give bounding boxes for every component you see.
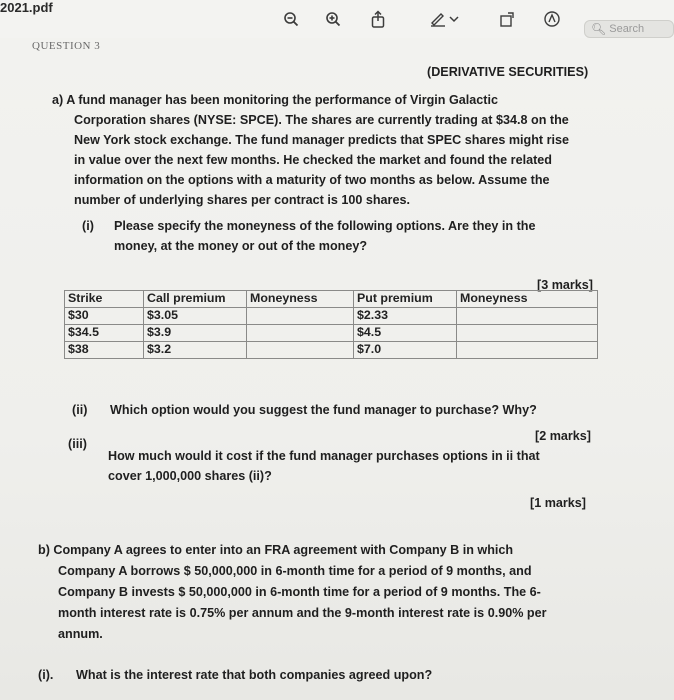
pdf-page [0,38,674,700]
table-cell [247,308,354,325]
table-cell: $3.9 [144,325,247,342]
table-header: Strike [65,291,144,308]
markup-pen-icon[interactable] [427,8,449,30]
table-cell: $30 [65,308,144,325]
question-i-label: (i) [82,219,94,233]
part-a-line: Corporation shares (NYSE: SPCE). The shares are currently trading at $34.8 on the [74,113,569,127]
part-a-line: number of underlying shares per contract is 100 shares. [74,193,410,207]
document-filename: 2021.pdf [0,0,53,15]
table-header-row [65,291,598,308]
part-b-line: Company A borrows $ 50,000,000 in 6-month time for a period of 9 months, and [58,564,532,578]
table-cell [457,342,598,359]
part-b-line: month interest rate is 0.75% per annum and the 9-month interest rate is 0.90% per [58,606,547,620]
options-table [64,290,598,359]
question-b-i-label: (i). [38,668,54,682]
question-ii-label: (ii) [72,403,88,417]
question-heading: QUESTION 3 [32,40,101,52]
table-cell [457,308,598,325]
marks-badge: [3 marks] [537,278,594,292]
table-cell: $3.05 [144,308,247,325]
search-icon: 🔍︎ [591,22,607,36]
table-cell: $38 [65,342,144,359]
zoom-out-icon[interactable] [280,8,302,30]
marks-badge: [1 marks] [530,496,587,510]
section-title: (DERIVATIVE SECURITIES) [427,65,589,79]
table-header: Call premium [144,291,247,308]
table-header: Put premium [354,291,457,308]
table-cell [247,342,354,359]
question-iii-line: How much would it cost if the fund manager purchases options in ii that [108,449,540,463]
part-a-line: a) A fund manager has been monitoring the performance of Virgin Galactic [52,93,498,107]
table-header: Moneyness [457,291,598,308]
table-cell: $4.5 [354,325,457,342]
marks-badge: [2 marks] [535,429,592,443]
accessibility-icon[interactable] [541,8,563,30]
share-icon[interactable] [367,8,389,30]
search-placeholder: Search [609,23,645,35]
table-row [65,308,598,325]
part-b-line: b) Company A agrees to enter into an FRA agreement with Company B in which [38,543,514,557]
table-cell [457,325,598,342]
table-cell [247,325,354,342]
search-field[interactable] [584,20,674,38]
rotate-icon[interactable] [497,8,519,30]
question-i-line: money, at the money or out of the money? [114,239,368,253]
viewer-toolbar [0,0,674,39]
part-a-line: New York stock exchange. The fund manager predicts that SPEC shares might rise [74,133,570,147]
part-a-line: information on the options with a maturity of two months as below. Assume the [74,173,550,187]
table-cell: $3.2 [144,342,247,359]
table-header: Moneyness [247,291,354,308]
table-row [65,342,598,359]
part-a-line: in value over the next few months. He checked the market and found the related [74,153,552,167]
question-iii-line: cover 1,000,000 shares (ii)? [108,469,272,483]
table-row [65,325,598,342]
table-cell: $34.5 [65,325,144,342]
question-b-i-text: What is the interest rate that both companies agreed upon? [76,668,433,682]
question-ii-text: Which option would you suggest the fund manager to purchase? Why? [110,403,537,417]
part-b-line: annum. [58,627,103,641]
zoom-in-icon[interactable] [322,8,344,30]
question-iii-label: (iii) [68,437,87,451]
chevron-down-icon[interactable] [447,8,461,30]
table-cell: $7.0 [354,342,457,359]
question-i-line: Please specify the moneyness of the following options. Are they in the [114,219,536,233]
table-cell: $2.33 [354,308,457,325]
part-b-line: Company B invests $ 50,000,000 in 6-month time for a period of 9 months. The 6- [58,585,541,599]
